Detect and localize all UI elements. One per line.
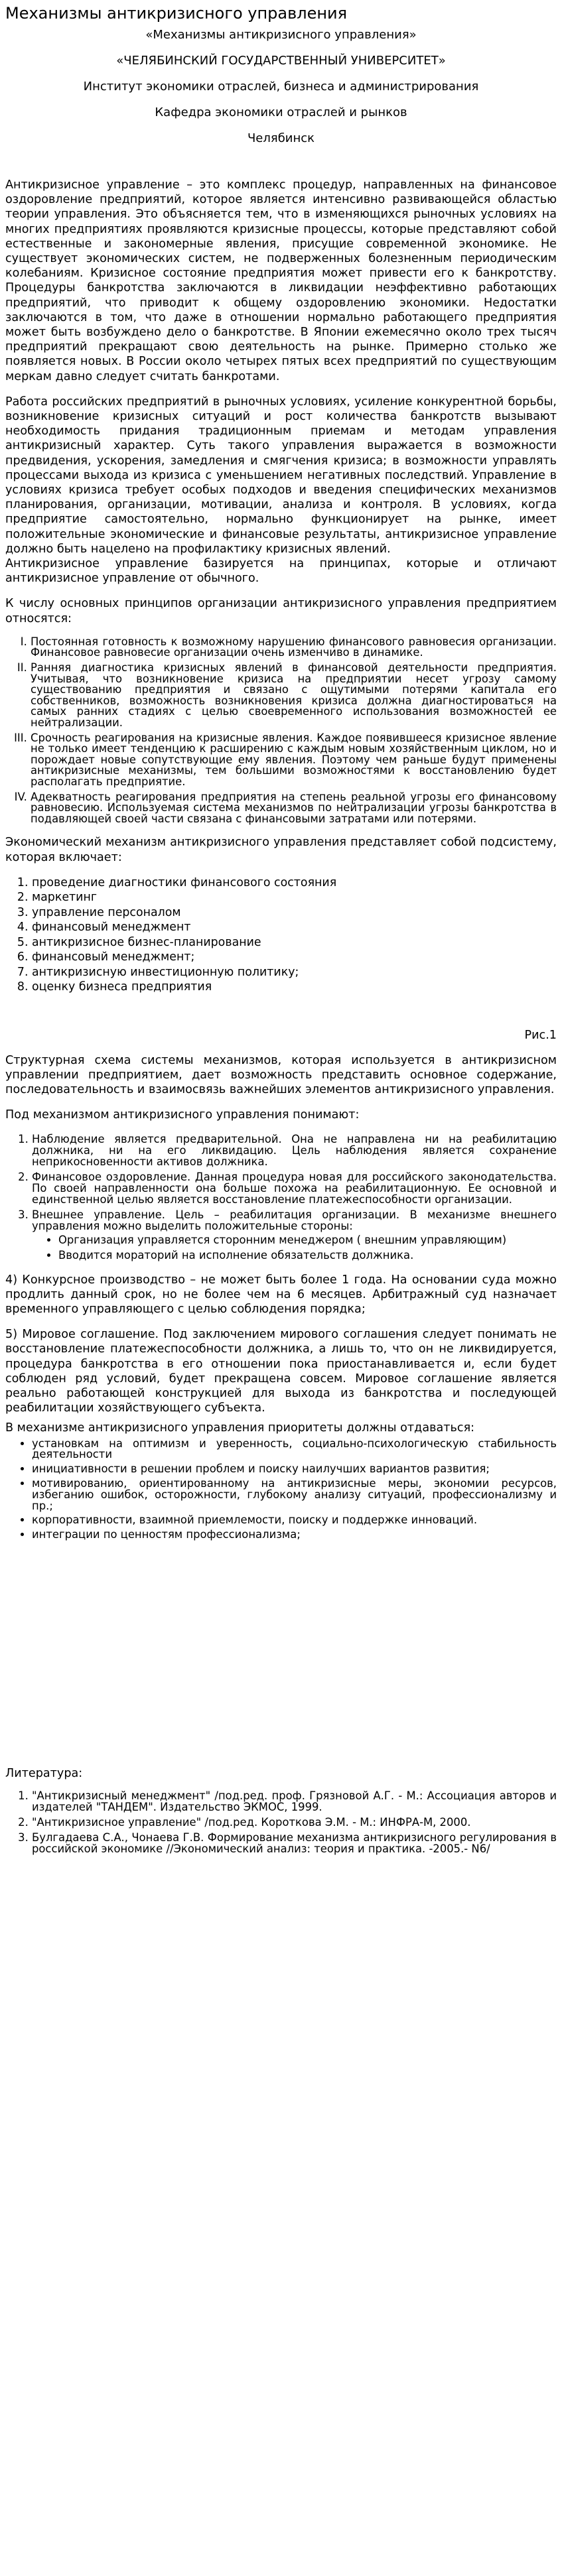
principle-item: IV. Адекватность реагирования предприятия на степень реальной угрозы его финансовому равновесию. Используемая система механизмов по нейтрализации угрозы банкротства в подавляющей своей части связана с финансовыми затратами или потерями.	[31, 792, 557, 825]
principle-item: III. Срочность реагирования на кризисные явления. Каждое появившееся кризисное явление не только имеет тенденцию к расширению с каждым новым хозяйственным циклом, но и порождает новые сопутствующие ему явления. Поэтому чем раньше будут применены антикризисные механизмы, тем большими возможностями к восстановлению будет располагать предприятие.	[31, 733, 557, 788]
document-page	[5, 0, 557, 1858]
header-institute: Институт экономики отраслей, бизнеса и администрирования	[83, 80, 479, 94]
priority-item: • корпоративности, взаимной приемлемости, поиску и поддержке инноваций.	[32, 1515, 557, 1526]
subsystem-item: 7. антикризисную инвестиционную политику;	[32, 965, 557, 980]
subsystem-item: 6. финансовый менеджмент;	[32, 950, 557, 965]
principle-item: I. Постоянная готовность к возможному нарушению финансового равновесия организации. Финансовое равновесие организации очень изменчиво в динамике.	[31, 637, 557, 659]
header-line-1: «Механизмы антикризисного управления»	[145, 28, 417, 42]
subsystem-list	[5, 875, 557, 995]
paragraph-principles-intro: К числу основных принципов организации антикризисного управления предприятием относятся:	[5, 597, 557, 625]
priority-item: • инициативности в решении проблем и поиску наилучших вариантов развития;	[32, 1464, 557, 1475]
paragraph-structure-scheme: Структурная схема системы механизмов, которая используется в антикризисном управлении предприятием, дает возможность представить основное содержание, последовательность и взаимосвязь важнейших элементов антикризисного управления.	[5, 1053, 557, 1097]
references-list	[5, 1790, 557, 1854]
mechanism-item: 1. Наблюдение является предварительной. Она не направлена ни на реабилитацию должника, ни на его ликвидацию. Цель наблюдения является сохранение неприкосновенности активов должника.	[32, 1133, 557, 1167]
paragraph-subsystem-intro: Экономический механизм антикризисного управления представляет собой подсистему, которая включает:	[5, 836, 557, 864]
subsystem-item: 1. проведение диагностики финансового состояния	[32, 875, 557, 891]
subsystem-item: 4. финансовый менеджмент	[32, 920, 557, 935]
principles-list	[5, 637, 557, 825]
subsystem-item: 5. антикризисное бизнес-планирование	[32, 935, 557, 950]
paragraph-mechanism-intro: Под механизмом антикризисного управления понимают:	[5, 1108, 360, 1122]
paragraph-priorities-intro: В механизме антикризисного управления приоритеты должны отдаваться:	[5, 1421, 475, 1435]
positive-item: • Организация управляется сторонним менеджером ( внешним управляющим)	[58, 1234, 557, 1246]
external-management-positives	[32, 1234, 557, 1261]
positive-item: • Вводится мораторий на исполнение обязательств должника.	[58, 1250, 557, 1261]
mechanisms-list	[5, 1133, 557, 1261]
header-city: Челябинск	[247, 131, 315, 145]
priority-item: • установкам на оптимизм и уверенность, социально-психологическую стабильность деятельности	[32, 1439, 557, 1461]
paragraph-competitive-proceedings: 4) Конкурсное производство – не может быть более 1 года. На основании суда можно продлить данный срок, но не более чем на 6 месяцев. Арбитражный суд назначает временного управляющего с целью соблюдения порядка;	[5, 1273, 557, 1317]
mechanism-item: 2. Финансовое оздоровление. Данная процедура новая для российского законодательства. По своей направленности она больше похожа на реабилитационную. Ее основной и единственной целью является восстановление платежеспособности организации.	[32, 1171, 557, 1205]
page-title: Механизмы антикризисного управления	[5, 4, 348, 23]
reference-item: 2. "Антикризисное управление" /под.ред. Короткова Э.М. - М.: ИНФРА-М, 2000.	[32, 1817, 557, 1828]
paragraph-intro: Антикризисное управление – это комплекс процедур, направленных на финансовое оздоровление предприятий, которое является интенсивно развивающейся областью теории управления. Это объясняется тем, что в изменяющихся рыночных условиях на многих предприятиях проявляются кризисные процессы, которые представляют собой естественные и закономерные явления, присущие современной экономике. Не существует экономических систем, не подверженных болезненным периодическим колебаниям. Кризисное состояние предприятия может привести его к банкротству. Процедуры банкротства заключаются в ликвидации неэффективно работающих предприятий, что приводит к общему оздоровлению экономики. Недостатки заключаются в том, что даже в отношении нормально работающего предприятия может быть возбуждено дело о банкротстве. В Японии ежемесячно около трех тысяч предприятий прекращают свою деятельность на рынке. Примерно столько же появляется новых. В России около четырех пятых всех предприятий по существующим меркам давно следует считать банкротами.	[5, 178, 557, 383]
reference-item: 1. "Антикризисный менеджмент" /под.ред. проф. Грязновой А.Г. - М.: Ассоциация авторов и издателей "ТАНДЕМ". Издательство ЭКМОС, 1999.	[32, 1790, 557, 1813]
priorities-list	[5, 1439, 557, 1541]
literature-heading: Литература:	[5, 1767, 83, 1781]
subsystem-item: 8. оценку бизнеса предприятия	[32, 980, 557, 995]
figure-caption: Рис.1	[524, 1028, 557, 1042]
reference-item: 3. Булгадаева С.А., Чонаева Г.В. Формирование механизма антикризисного регулирования в российской экономике //Экономический анализ: теория и практика. -2005.- N6/	[32, 1832, 557, 1854]
subsystem-item: 2. маркетинг	[32, 890, 557, 905]
mechanism-item	[32, 1209, 557, 1261]
principle-item: II. Ранняя диагностика кризисных явлений в финансовой деятельности предприятия. Учитывая, что возникновение кризиса на предприятии несет угрозу самому существованию предприятия и связано с ощутимыми потерями капитала его собственников, возможность возникновения кризиса должна диагностироваться на самых ранних стадиях с целью своевременного использования возможностей ее нейтрализации.	[31, 663, 557, 729]
header-department: Кафедра экономики отраслей и рынков	[155, 105, 407, 119]
priority-item: • интеграции по ценностям профессионализма;	[32, 1529, 557, 1541]
paragraph-principles-basis: Антикризисное управление базируется на принципах, которые и отличают антикризисное управление от обычного.	[5, 557, 557, 586]
paragraph-settlement-agreement: 5) Мировое соглашение. Под заключением мирового соглашения следует понимать не восстановление платежеспособности должника, а лишь то, что он не ликвидируется, процедура банкротства в его отношении пока приостанавливается и, если будет соблюден ряд условий, будет прекращена совсем. Мировое соглашение является реально работающей конструкцией для выхода из банкротства и последующей реабилитации хозяйствующего субъекта.	[5, 1328, 557, 1415]
header-university: «ЧЕЛЯБИНСКИЙ ГОСУДАРСТВЕННЫЙ УНИВЕРСИТЕТ»	[116, 54, 446, 68]
subsystem-item: 3. управление персоналом	[32, 905, 557, 921]
mechanism-item-text: Внешнее управление. Цель – реабилитация организации. В механизме внешнего управления можно выделить положительные стороны:	[32, 1208, 557, 1232]
paragraph-russian-enterprises: Работа российских предприятий в рыночных условиях, усиление конкурентной борьбы, возникновение кризисных ситуаций и рост количества банкротств вызывают необходимость придания традиционным приемам и методам управления антикризисный характер. Суть такого управления выражается в возможности предвидения, ускорения, замедления и смягчения кризиса; в возможности управлять процессами выхода из кризиса с уменьшением негативных последствий. Управление в условиях кризиса требует особых подходов и введения специфических механизмов планирования, организации, мотивации, анализа и контроля. В условиях, когда предприятие самостоятельно, нормально функционирует на рынке, имеет положительные экономические и финансовые результаты, антикризисное управление должно быть нацелено на профилактику кризисных явлений.	[5, 395, 557, 556]
priority-item: • мотивированию, ориентированному на антикризисные меры, экономии ресурсов, избеганию ошибок, осторожности, глубокому анализу ситуаций, профессионализму и пр.;	[32, 1478, 557, 1512]
